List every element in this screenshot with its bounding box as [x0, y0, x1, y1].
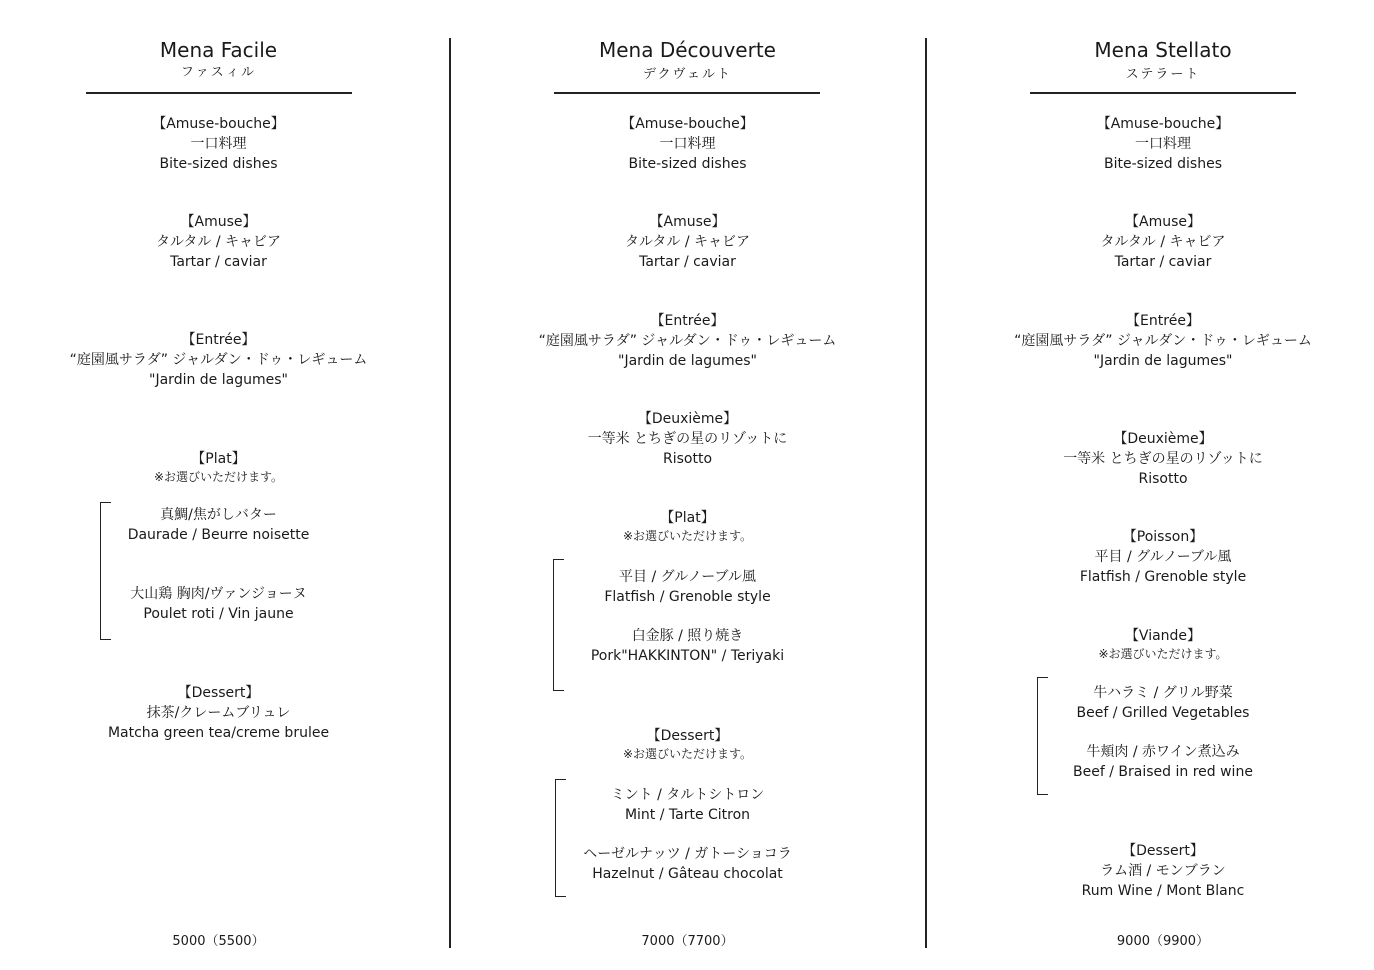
- course-label: 【Amuse】: [180, 214, 257, 230]
- menu-column-decouverte: [451, 0, 924, 970]
- title-underline: [1030, 92, 1296, 94]
- course-en: Tartar / caviar: [170, 254, 267, 270]
- course-label: 【Entrée】: [181, 332, 256, 348]
- choice-item: [927, 683, 1374, 723]
- course-en: Mint / Tarte Citron: [624, 807, 751, 823]
- menu-price: 7000（7700）: [641, 934, 734, 949]
- course-amuse: [927, 212, 1374, 272]
- course-dessert: [927, 841, 1374, 901]
- course-jp: 大山鶏 胸肉/ヴァンジョーヌ: [130, 586, 307, 602]
- course-label: 【Viande】: [1124, 628, 1202, 644]
- course-en: "Jardin de lagumes": [149, 372, 288, 388]
- menu-title: Mena Découverte: [599, 38, 776, 62]
- course-jp: ミント / タルトシトロン: [610, 787, 765, 803]
- title-underline: [554, 92, 820, 94]
- course-en: Tartar / caviar: [1114, 254, 1212, 270]
- course-note: ※お選びいただけます。: [622, 747, 753, 761]
- course-en: Matcha green tea/creme brulee: [107, 725, 330, 741]
- course-jp: 牛頬肉 / 赤ワイン煮込み: [1086, 744, 1240, 760]
- course-en: Poulet roti / Vin jaune: [143, 606, 294, 622]
- course-en: Beef / Grilled Vegetables: [1076, 705, 1250, 721]
- course-label: 【Poisson】: [1122, 529, 1204, 545]
- course-amuse-bouche: [451, 114, 924, 174]
- choice-item: [451, 567, 924, 607]
- course-entree: [451, 311, 924, 371]
- menu-price: 9000（9900）: [1116, 934, 1210, 949]
- course-jp: 白金豚 / 照り焼き: [631, 628, 744, 644]
- choice-item: [451, 626, 924, 666]
- course-label: 【Deuxième】: [1113, 431, 1213, 447]
- course-jp: ヘーゼルナッツ / ガトーショコラ: [583, 846, 792, 862]
- course-note: ※お選びいただけます。: [1098, 647, 1228, 661]
- course-label: 【Amuse-bouche】: [152, 116, 285, 132]
- course-label: 【Entrée】: [1126, 313, 1200, 329]
- course-plat: [451, 508, 924, 544]
- course-label: 【Amuse-bouche】: [621, 116, 754, 132]
- menu-title: Mena Facile: [159, 38, 278, 62]
- course-jp: 一等米 とちぎの星のリゾットに: [1063, 451, 1263, 467]
- course-en: Rum Wine / Mont Blanc: [1081, 883, 1245, 899]
- course-en: Risotto: [1138, 471, 1188, 487]
- course-jp: “庭園風サラダ” ジャルダン・ドゥ・レギューム: [1014, 333, 1312, 349]
- course-jp: タルタル / キャビア: [624, 234, 751, 250]
- course-jp: ラム酒 / モンブラン: [1100, 863, 1226, 879]
- course-poisson: [927, 527, 1374, 587]
- course-en: Bite-sized dishes: [1104, 156, 1222, 172]
- course-jp: “庭園風サラダ” ジャルダン・ドゥ・レギューム: [538, 333, 837, 349]
- course-jp: タルタル / キャビア: [1100, 234, 1226, 250]
- course-label: 【Amuse】: [649, 214, 726, 230]
- course-en: Tartar / caviar: [639, 254, 736, 270]
- course-label: 【Deuxième】: [637, 411, 738, 427]
- course-en: Flatfish / Grenoble style: [604, 589, 771, 605]
- course-en: Bite-sized dishes: [159, 156, 278, 172]
- course-deuxieme: [927, 429, 1374, 489]
- course-en: Beef / Braised in red wine: [1073, 764, 1253, 780]
- course-jp: 真鯛/焦がしバター: [160, 507, 277, 523]
- course-en: "Jardin de lagumes": [618, 353, 757, 369]
- choice-item: [451, 785, 924, 825]
- choice-item: [451, 844, 924, 884]
- course-en: Daurade / Beurre noisette: [127, 527, 310, 543]
- choice-item: [927, 742, 1374, 782]
- course-note: ※お選びいただけます。: [622, 529, 753, 543]
- course-en: Hazelnut / Gâteau chocolat: [592, 866, 783, 882]
- menu-title: Mena Stellato: [1094, 38, 1232, 62]
- course-en: Bite-sized dishes: [628, 156, 747, 172]
- course-plat: [0, 449, 437, 485]
- course-entree: [927, 311, 1374, 371]
- course-label: 【Dessert】: [646, 728, 729, 744]
- course-amuse-bouche: [927, 114, 1374, 174]
- choice-item: [0, 505, 437, 545]
- course-jp: 牛ハラミ / グリル野菜: [1093, 685, 1233, 701]
- menu-title-kana: デクヴェルト: [643, 67, 732, 82]
- course-jp: “庭園風サラダ” ジャルダン・ドゥ・レギューム: [69, 352, 368, 368]
- course-label: 【Entrée】: [650, 313, 725, 329]
- course-label: 【Amuse】: [1125, 214, 1201, 230]
- course-deuxieme: [451, 409, 924, 469]
- course-en: Pork"HAKKINTON" / Teriyaki: [590, 648, 785, 664]
- course-jp: 一等米 とちぎの星のリゾットに: [587, 431, 788, 447]
- course-amuse: [0, 212, 437, 272]
- course-en: "Jardin de lagumes": [1093, 353, 1233, 369]
- course-jp: 一口料理: [190, 136, 247, 152]
- course-label: 【Dessert】: [1122, 843, 1204, 859]
- course-label: 【Plat】: [660, 510, 715, 526]
- menu-title-kana: ステラート: [1125, 67, 1201, 82]
- course-jp: 抹茶/クレームブリュレ: [146, 705, 291, 721]
- course-label: 【Amuse-bouche】: [1096, 116, 1230, 132]
- course-entree: [0, 330, 437, 390]
- course-en: Risotto: [662, 451, 713, 467]
- course-amuse-bouche: [0, 114, 437, 174]
- choice-item: [0, 584, 437, 624]
- course-label: 【Dessert】: [177, 685, 260, 701]
- menu-title-kana: ファスィル: [180, 65, 257, 80]
- menu-price: 5000（5500）: [172, 934, 265, 949]
- menu-column-facile: [0, 0, 437, 970]
- course-note: ※お選びいただけます。: [153, 470, 284, 484]
- course-jp: タルタル / キャビア: [155, 234, 282, 250]
- course-label: 【Plat】: [191, 451, 246, 467]
- menu-column-stellato: [927, 0, 1374, 970]
- course-dessert: [451, 726, 924, 762]
- course-amuse: [451, 212, 924, 272]
- course-jp: 平目 / グルノーブル風: [1094, 549, 1232, 565]
- course-dessert: [0, 683, 437, 743]
- course-jp: 一口料理: [1135, 136, 1191, 152]
- title-underline: [86, 92, 352, 94]
- course-jp: 一口料理: [659, 136, 716, 152]
- course-jp: 平目 / グルノーブル風: [619, 569, 756, 585]
- course-viande: [927, 626, 1374, 662]
- course-en: Flatfish / Grenoble style: [1079, 569, 1247, 585]
